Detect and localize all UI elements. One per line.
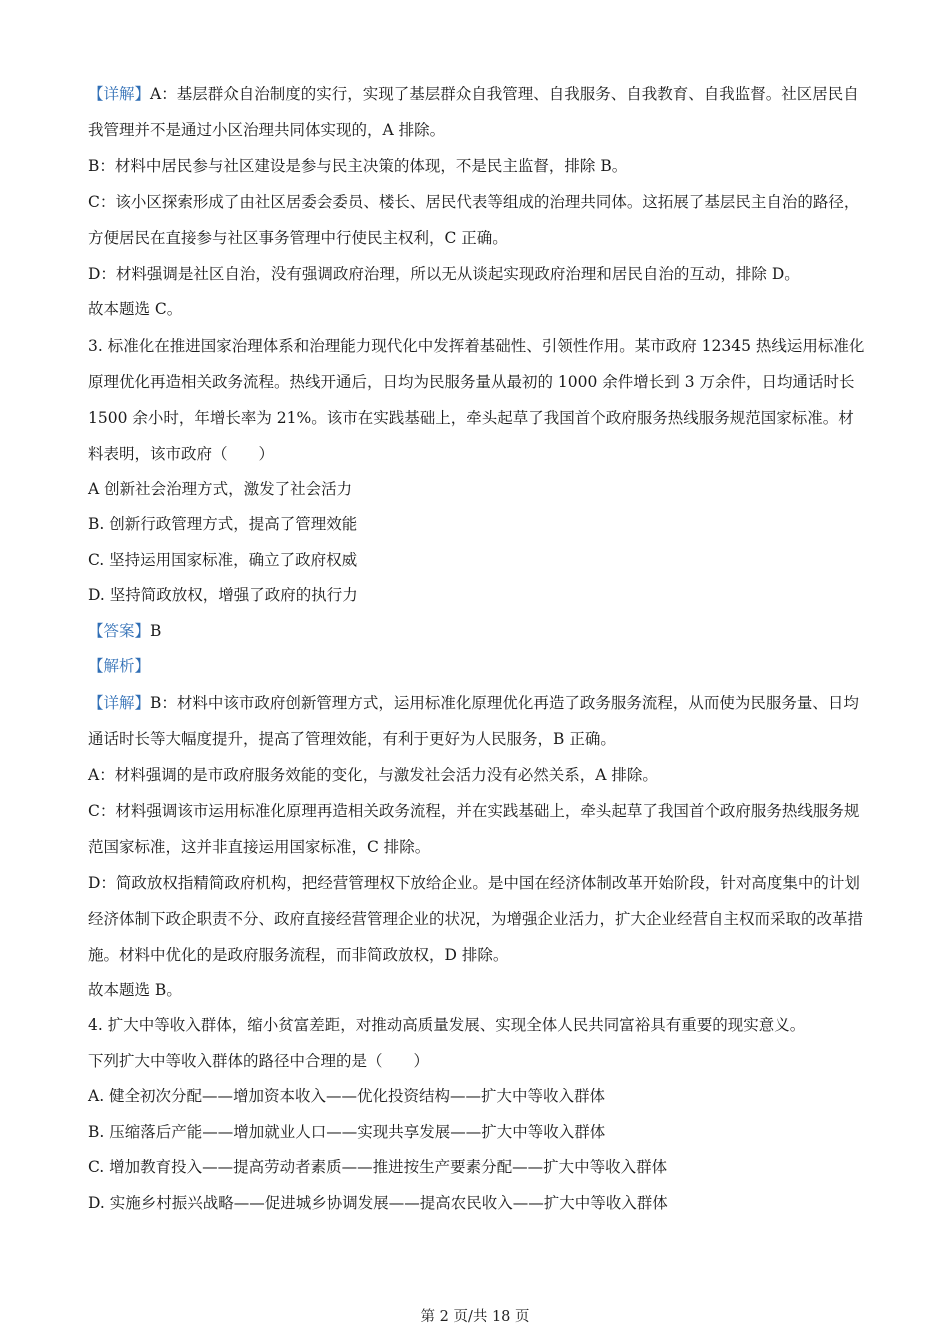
analysis-heading: [88, 649, 868, 685]
question-4-stem-line-2: 下列扩大中等收入群体的路径中合理的是（ ）: [88, 1051, 430, 1070]
question-4-option-b: B. 压缩落后产能——增加就业人口——实现共享发展——扩大中等收入群体: [88, 1122, 606, 1141]
question-4-stem-line-1: 4. 扩大中等收入群体，缩小贫富差距，对推动高质量发展、实现全体人民共同富裕具有重要的现实意义。: [88, 1016, 806, 1034]
detail-tag: 【详解】: [88, 85, 151, 103]
detail-text: B：材料中该市政府创新管理方式，运用标准化原理优化再造了政务服务流程，从而使为民服务量、日均通话时长等大幅度提升，提高了管理效能，有利于更好为人民服务，B 正确。: [88, 693, 859, 748]
q3-conclusion-text: 故本题选 B。: [88, 980, 182, 999]
q3-detail-c-paragraph: C：材料强调该市运用标准化原理再造相关政务流程，并在实践基础上，牵头起草了我国首个政府服务热线服务规范国家标准，这并非直接运用国家标准，C 排除。: [88, 801, 860, 856]
answer-value: B: [150, 621, 162, 640]
detail-b-paragraph: B：材料中居民参与社区建设是参与民主决策的体现，不是民主监督，排除 B。: [88, 157, 628, 175]
q3-detail-a-paragraph: A：材料强调的是市政府服务效能的变化，与激发社会活力没有必然关系，A 排除。: [88, 765, 658, 784]
q3-detail-b-paragraph: [88, 685, 868, 757]
question-3-option-a: A 创新社会治理方式，激发了社会活力: [88, 479, 353, 498]
question-3-option-c: C. 坚持运用国家标准，确立了政府权威: [88, 550, 358, 569]
question-3-stem: 3. 标准化在推进国家治理体系和治理能力现代化中发挥着基础性、引领性作用。某市政府 12345 热线运用标准化原理优化再造相关政务流程。热线开通后，日均为民服务量从最初的 1000 余件增长到 3 万余件，日均通话时长 1500 余小时，年增长率为 21%。该市在实践基础上，牵头起草了我国首个政府服务热线服务规范国家标准。材料表明，该市政府（ ）: [88, 336, 865, 463]
page-content: [88, 76, 868, 1221]
question-4-option-a: A. 健全初次分配——增加资本收入——优化投资结构——扩大中等收入群体: [88, 1087, 606, 1105]
question-3-option-d: D. 坚持简政放权，增强了政府的执行力: [88, 586, 358, 604]
detail-tag: 【详解】: [88, 693, 151, 712]
q3-detail-d-paragraph: D：简政放权指精简政府机构，把经营管理权下放给企业。是中国在经济体制改革开始阶段，针对高度集中的计划经济体制下政企职责不分、政府直接经营管理企业的状况，为增强企业活力，扩大企业经营自主权而采取的改革措施。材料中优化的是政府服务流程，而非简政放权，D 排除。: [88, 873, 864, 964]
conclusion-text: 故本题选 C。: [88, 300, 183, 318]
answer-tag: 【答案】: [88, 621, 151, 640]
question-3-option-b: B. 创新行政管理方式，提高了管理效能: [88, 515, 358, 533]
detail-a-paragraph: [88, 76, 868, 148]
page-footer: 第 2 页/共 18 页: [420, 1309, 530, 1325]
answer-line: [88, 614, 868, 650]
detail-c-paragraph: C：该小区探索形成了由社区居委会委员、楼长、居民代表等组成的治理共同体。这拓展了基层民主自治的路径，方便居民在直接参与社区事务管理中行使民主权利，C 正确。: [88, 193, 860, 247]
question-4-option-c: C. 增加教育投入——提高劳动者素质——推进按生产要素分配——扩大中等收入群体: [88, 1158, 668, 1176]
detail-d-paragraph: D：材料强调是社区自治，没有强调政府治理，所以无从谈起实现政府治理和居民自治的互动，排除 D。: [88, 265, 800, 283]
analysis-tag: 【解析】: [88, 657, 151, 675]
question-4-option-d: D. 实施乡村振兴战略——促进城乡协调发展——提高农民收入——扩大中等收入群体: [88, 1193, 668, 1212]
detail-text: A：基层群众自治制度的实行，实现了基层群众自我管理、自我服务、自我教育、自我监督。社区居民自我管理并不是通过小区治理共同体实现的，A 排除。: [88, 85, 859, 139]
